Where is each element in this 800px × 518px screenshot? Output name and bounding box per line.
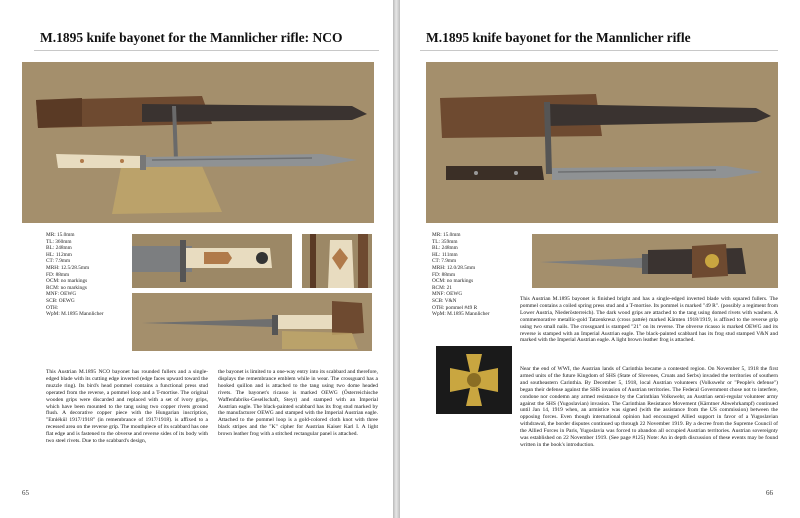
main-bayonet-photo [22,62,374,223]
spec-line: SCB: V&N [432,297,457,304]
left-specs-list [46,232,104,318]
left-page-title: M.1895 knife bayonet for the Mannlicher rifle: NCO [40,30,343,45]
spec-line: TL: 359mm [432,238,458,245]
left-body-column-1 [46,369,208,448]
right-history-paragraph [520,366,778,452]
body-paragraph: the bayonet is limited to a one-way entry into its scabbard and therefore, displays the remembrance emblem while in wear. The crossguard has a hooked quillon and is attached to the tang using two dome headed rivets. The bayonet's ricasso is marked OEWG (Österreichische Waffenfabriks-Gesellschaft, Steyr) and stamped with an Imperial Austrian eagle. The black-painted scabbard has its frog stud marked by the manufacturer OEWG and stamped with the Imperial Austrian eagle. Attached to the pommel loop is a gold-colored cloth knot with three black stripes and the "K" cipher for Austrian Kaiser Karl I. A light brown leather frog with a stitched rectangular panel is attached. [218,369,378,438]
spec-line: BL: 248mm [46,245,72,252]
page-number: 66 [766,489,773,497]
cross-emblem-photo [436,346,512,414]
right-specs-list [432,232,490,318]
spec-line: HL: 111mm [432,251,458,258]
emblem-side-photo [532,234,778,288]
spec-line: OCM: no markings [432,278,474,285]
spec-line: TL: 360mm [46,238,72,245]
spec-line: MRH: 12.0/28.5mm [432,264,476,271]
spec-line: MR: 15.0mm [46,232,75,238]
title-rule [420,50,778,51]
spec-line: WpM: M.1895 Mannlicher [46,311,104,318]
spec-line: MR: 15.0mm [432,232,461,238]
spec-line: MRH: 12.5/28.5mm [46,264,90,271]
body-paragraph: This Austrian M.1895 NCO bayonet has rounded fullers and a single-edged blade with its cutting edge inverted (edge faces upward toward the muzzle ring). Its bird's head pommel contains a functional press stud operated from the reverse, a pommel loop and a T-mortise. The original wooden grips were discarded and replaced with a set of ivory grips, which have been mounted to the tang using two copper rivets ground flush. A decorative copper piece with the Hungarian inscription, "Emlékül 1917/1918" (in remembrance of 1917/1918). is affixed to a recessed area on the reverse grip. The mouthpiece of its scabbard has one flat edge and is fastened to the obverse and reverse sides of its body with two steel rivets. Due to the scabbard's design, [46,369,208,445]
right-intro-paragraph [520,296,778,347]
left-page [0,0,393,518]
bayonet-with-knot-photo [132,293,372,351]
body-paragraph: Near the end of WWI, the Austrian lands of Carinthia became a contested region. On November 5, 1918 the first armed units of the future Kingdom of SHS (State of Slovenes, Croats and Serbs) invaded the territories of southern and southeastern Carinthia. By December 5, 1918, local Austrian volunteers (Volkswehr or "People's defense") began their defense against the SHS invasion of Austrian territories. The Federal Government chose not to interfere, condone nor condemn any armed resistance by the Carinthian Volkswehr, an Austrian semi-regular volunteer army against the SHS (Yugoslavian) invasion. The Carinthian Resistance Movement (Kärntner Abwehrkampf) continued until Jan 14, 1919 when, an armistice was signed (with the assistance from the US commission) between the opposing forces. Even though international opinion had encouraged Allied support in favor of a Yugoslavian withdrawal, the border disputes continued up through 22 November 1919. By a decree from the Supreme Council of the Allied Forces in Paris, Yugoslavia was forced to abandon all occupied Austrian territories. Austrian sovereignty was established on 22 November 1919. (See page #125) Note: An in depth discussion of these events may be found written in the book's introduction. [520,366,778,448]
spec-line: RCM: no markings [46,284,87,291]
spec-line: SCB: OEWG [46,297,75,304]
right-page-title: M.1895 knife bayonet for the Mannlicher rifle [426,30,691,45]
spec-line: FD: 88mm [46,271,70,278]
spec-line: OCM: no markings [46,278,88,285]
right-page [400,0,800,518]
spec-line: CT: 7.9mm [432,258,457,265]
spec-line: OTH: pommel #49 R [432,304,478,311]
spec-line: MNF: OEWG [432,291,463,298]
main-bayonet-photo [426,62,778,223]
left-body-column-2 [218,369,378,441]
spec-line: WpM: M.1895 Mannlicher [432,311,490,318]
spec-line: HL: 112mm [46,251,72,258]
book-gutter [393,0,400,518]
title-rule [34,50,379,51]
body-paragraph: This Austrian M.1895 bayonet is finished bright and has a single-edged inverted blade with squared fullers. The pommel contains a coiled spring press stud and a T-mortise. Its pommel is marked "49 R". (possibly a regiment from Lower Austria, Niederösterreich). The dark wood grips are attached to the tang using domed rivets with washers. A commemorative metallic-gold Tatzenkreuz (cross pattée) marked Kärnten 1918/1919, is affixed to the reverse grip using two small nails. The crossguard is stamped "21" on its reverse. The obverse ricasso is marked OEWG and its reverse is stamped with an Imperial Austrian eagle. The black-painted scabbard has its frog stud stamped V&N and marked with the Imperial Austrian eagle. A light brown leather frog is attached. [520,296,778,344]
spec-line: OTH: [46,304,59,311]
spec-line: RCM: 21 [432,284,452,291]
spec-line: BL: 248mm [432,245,458,252]
grip-detail-photo [132,234,292,288]
emblem-detail-photo [302,234,372,288]
spec-line: FD: 88mm [432,271,456,278]
spec-line: CT: 7.9mm [46,258,71,265]
spec-line: MNF: OEWG [46,291,77,298]
page-number: 65 [22,489,29,497]
